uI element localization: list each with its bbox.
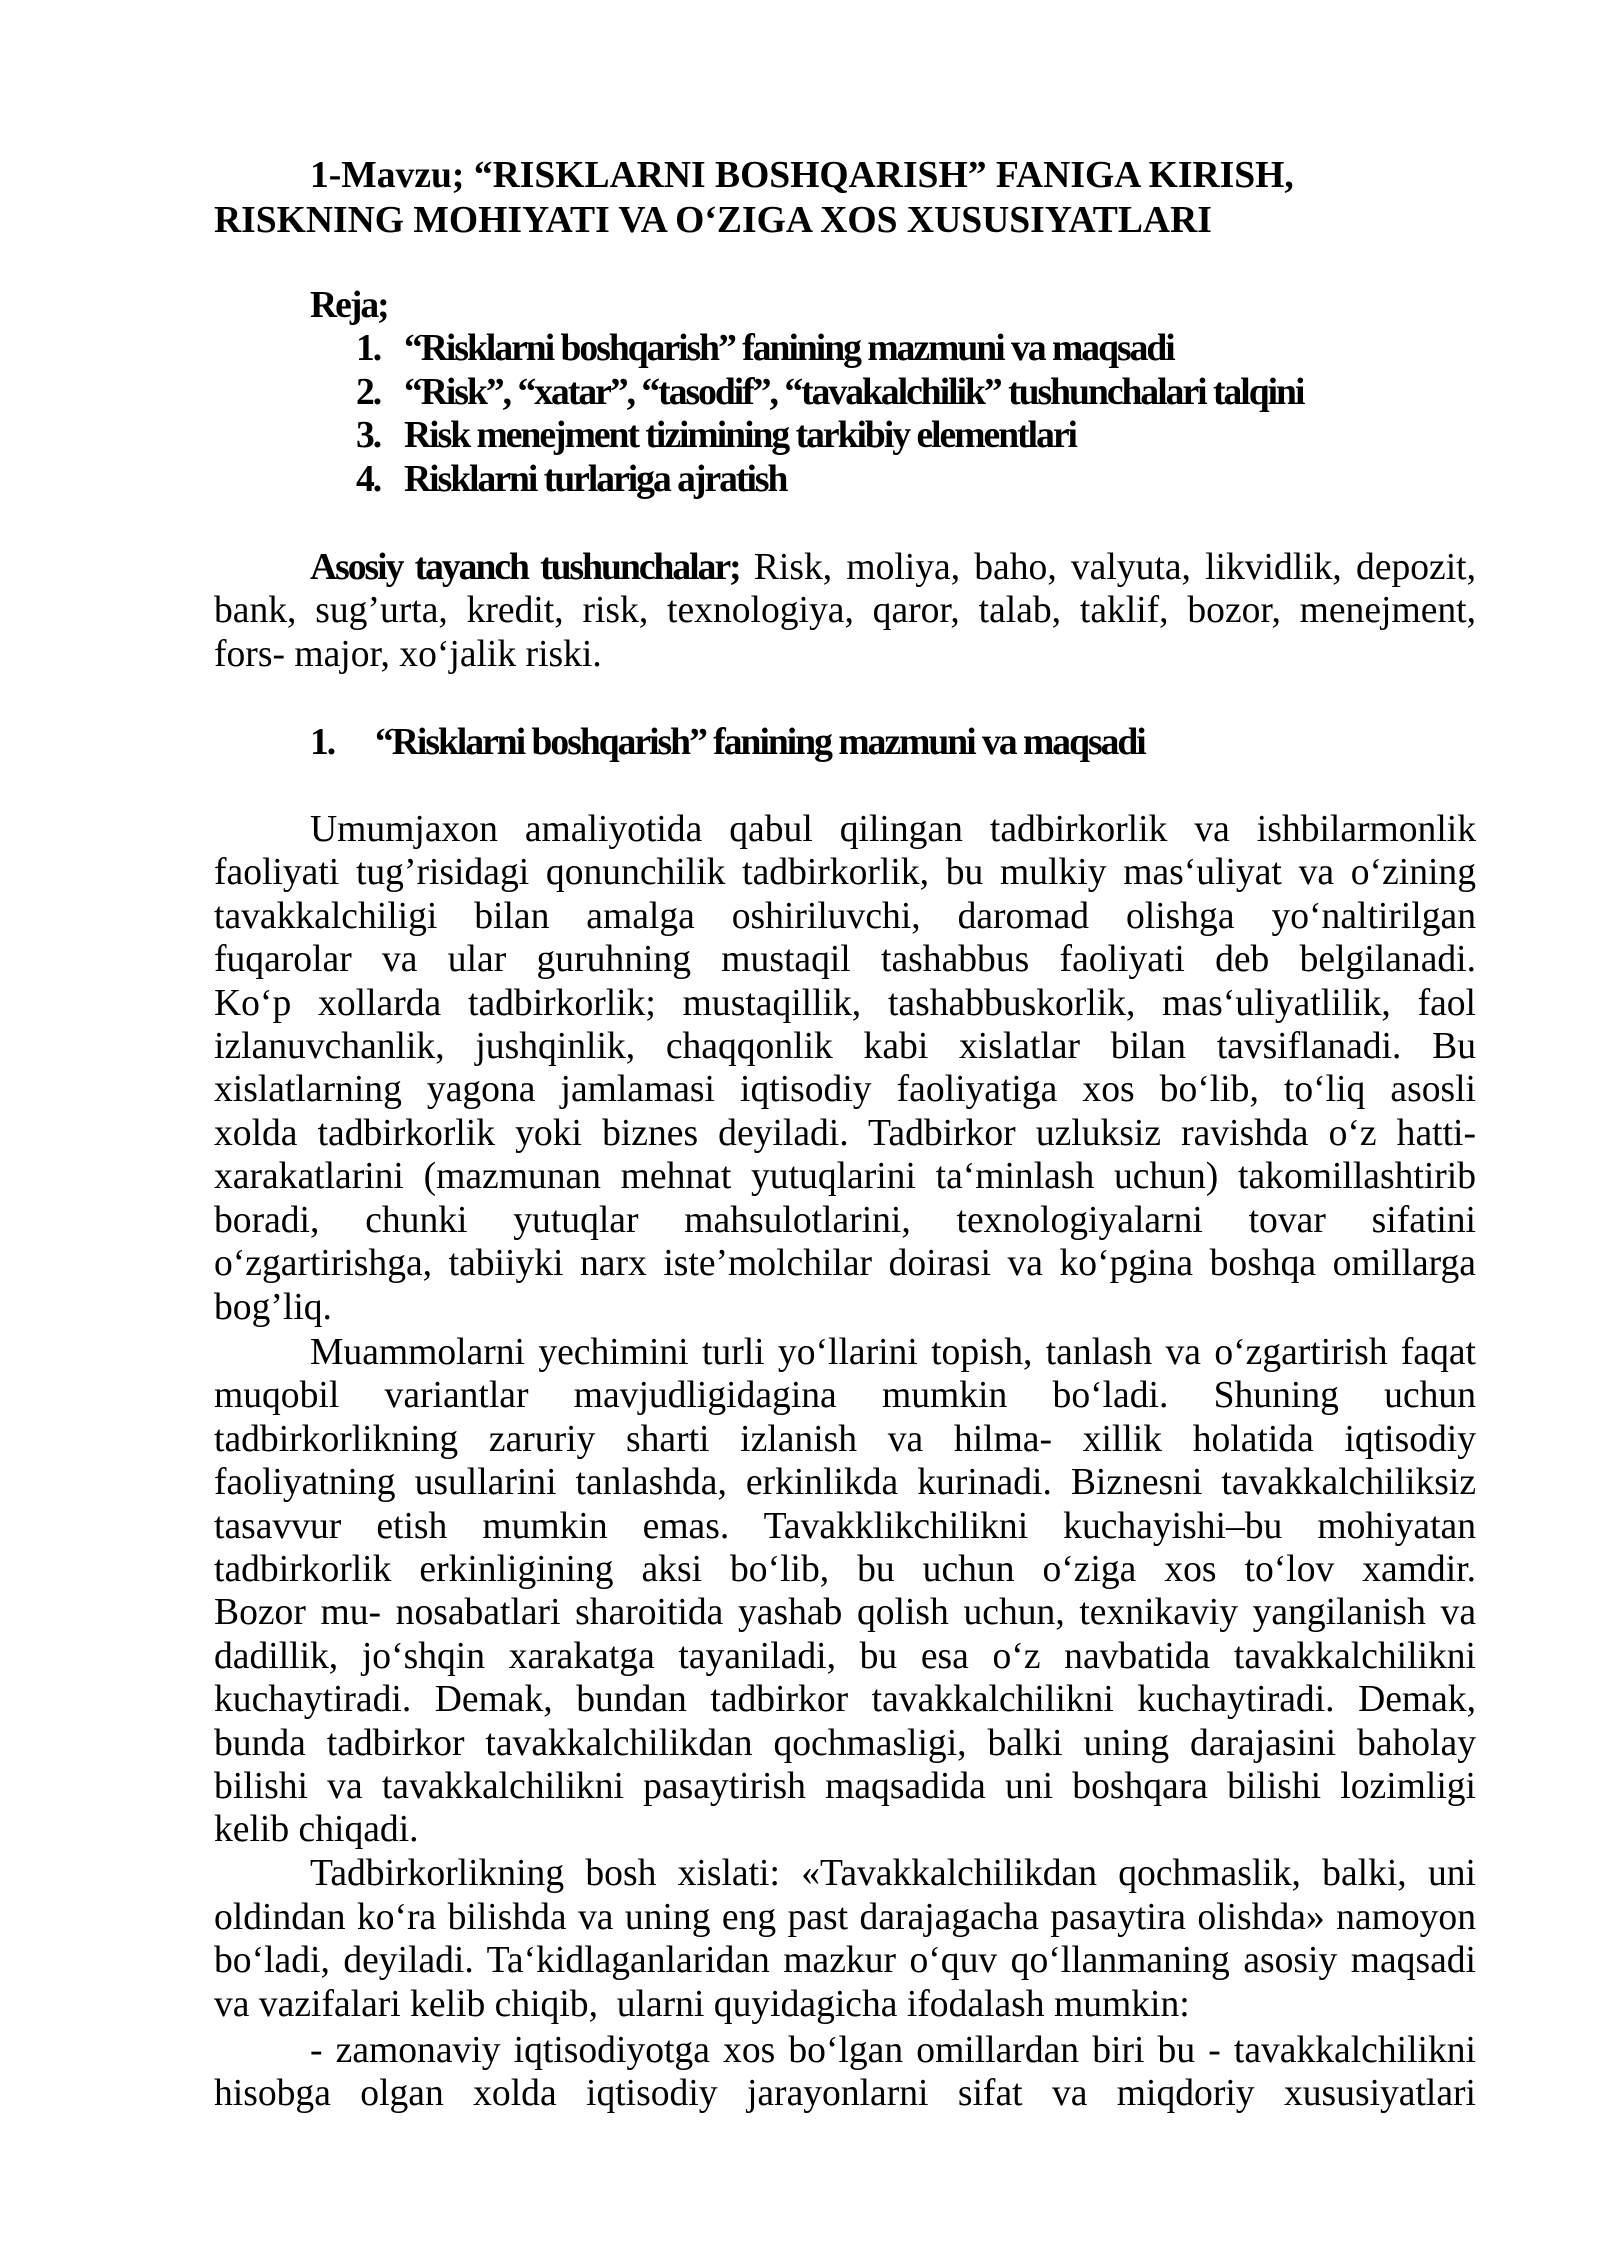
text-line: oldindan ko‘ra bilishda va uning eng past darajagacha pasaytira olishda» namoyon [214, 1896, 1476, 1938]
key-terms-label: Asosiy tayanch tushunchalar; [310, 547, 740, 589]
text-line: boradi, chunki yutuqlar mahsulotlarini, texnologiyalarni tovar sifatini [214, 1199, 1476, 1241]
text-line: Tadbirkorlikning bosh xislati: «Tavakkalchilikdan qochmaslik, balki, uni [310, 1853, 1476, 1895]
plan-item [214, 414, 1476, 457]
plan-item-number: 1. [356, 328, 381, 370]
text-line: fors- major, xo‘jalik riski. [214, 633, 602, 675]
title-line: 1-Mavzu; “RISKLARNI BOSHQARISH” FANIGA KIRISH, [310, 155, 1294, 196]
body-paragraph [214, 2029, 1476, 2116]
document-title [214, 153, 1476, 243]
text-line: faoliyati tug’risidagi qonunchilik tadbirkorlik, bu mulkiy mas‘uliyat va o‘zining [214, 852, 1476, 894]
text-line: tavakkalchiligi bilan amalga oshiriluvchi, daromad olishga yo‘naltirilgan [214, 895, 1476, 937]
body-paragraph [214, 808, 1476, 1329]
plan-item-number: 2. [356, 371, 381, 413]
text-line [214, 546, 1476, 589]
text-line: - zamonaviy iqtisodiyotga xos bo‘lgan omillardan biri bu - tavakkalchilikni [310, 2029, 1476, 2071]
text-line: xarakatlarini (mazmunan mehnat yutuqlarini ta‘minlash uchun) takomillashtirib [214, 1156, 1476, 1198]
text-line: bog’liq. [214, 1286, 332, 1328]
text-line: tadbirkorlik erkinligining aksi bo‘lib, bu uchun o‘ziga xos to‘lov xamdir. [214, 1548, 1476, 1590]
body-paragraph [214, 1852, 1476, 2026]
text-line: kelib chiqadi. [214, 1809, 419, 1851]
plan-item [214, 458, 1476, 501]
text-line: muqobil variantlar mavjudligidagina mumkin bo‘ladi. Shuning uchun [214, 1375, 1476, 1417]
text-line: fuqarolar va ular guruhning mustaqil tashabbus faoliyati deb belgilanadi. [214, 939, 1476, 981]
key-terms-text: Risk, moliya, baho, valyuta, likvidlik, depozit, [753, 547, 1477, 589]
document-body [214, 153, 1476, 2116]
text-line: Umumjaxon amaliyotida qabul qilingan tadbirkorlik va ishbilarmonlik [310, 809, 1476, 851]
plan-item-text: Risklarni turlariga ajratish [404, 458, 787, 500]
text-line: izlanuvchanlik, jushqinlik, chaqqonlik kabi xislatlar bilan tavsiflanadi. Bu [214, 1026, 1476, 1068]
text-line: Muammolarni yechimini turli yo‘llarini topish, tanlash va o‘zgartirish faqat [310, 1331, 1476, 1373]
text-line: faoliyatning usullarini tanlashda, erkinlikda kurinadi. Biznesni tavakkalchiliksiz [214, 1462, 1476, 1504]
section-heading [214, 721, 1476, 764]
plan-item-text: “Risklarni boshqarish” fanining mazmuni va maqsadi [404, 328, 1174, 370]
plan-item-text: “Risk”, “xatar”, “tasodif”, “tavakalchilik” tushunchalari talqini [404, 371, 1304, 413]
plan-section [214, 284, 1476, 501]
text-line: dadillik, jo‘shqin xarakatga tayaniladi, bu esa o‘z navbatida tavakkalchilikni [214, 1635, 1476, 1677]
plan-item [214, 327, 1476, 370]
text-line: bank, sug’urta, kredit, risk, texnologiya, qaror, talab, taklif, bozor, menejment, [214, 590, 1476, 632]
text-line: bo‘ladi, deyiladi. Ta‘kidlaganlaridan mazkur o‘quv qo‘llanmaning asosiy maqsadi [214, 1940, 1476, 1982]
text-line: tasavvur etish mumkin emas. Tavakklikchilikni kuchayishi–bu mohiyatan [214, 1505, 1476, 1547]
plan-item-number: 3. [356, 415, 381, 457]
body-paragraph [214, 1331, 1476, 1852]
key-terms-paragraph [214, 546, 1476, 676]
text-line: hisobga olgan xolda iqtisodiy jarayonlarni sifat va miqdoriy xususiyatlari [214, 2073, 1476, 2115]
section-title: “Risklarni boshqarish” fanining mazmuni va maqsadi [375, 722, 1145, 764]
plan-item [214, 371, 1476, 414]
text-line: va vazifalari kelib chiqib, ularni quyidagicha ifodalash mumkin: [214, 1983, 1190, 2025]
text-line: bilishi va tavakkalchilikni pasaytirish maqsadida uni boshqara bilishi lozimligi [214, 1765, 1476, 1807]
text-line: tadbirkorlikning zaruriy sharti izlanish va hilma- xillik holatida iqtisodiy [214, 1418, 1476, 1460]
title-line: RISKNING MOHIYATI VA O‘ZIGA XOS XUSUSIYATLARI [214, 200, 1212, 241]
text-line: bunda tadbirkor tavakkalchilikdan qochmasligi, balki uning darajasini baholay [214, 1722, 1476, 1764]
section-number: 1. [310, 722, 335, 764]
text-line: xislatlarning yagona jamlamasi iqtisodiy faoliyatiga xos bo‘lib, to‘liq asosli [214, 1069, 1476, 1111]
text-line: kuchaytiradi. Demak, bundan tadbirkor tavakkalchilikni kuchaytiradi. Demak, [214, 1679, 1476, 1721]
text-line: o‘zgartirishga, tabiiyki narx iste’molchilar doirasi va ko‘pgina boshqa omillarga [214, 1243, 1476, 1285]
plan-label: Reja; [310, 285, 388, 326]
plan-item-number: 4. [356, 458, 381, 500]
text-line: Bozor mu- nosabatlari sharoitida yashab qolish uchun, texnikaviy yangilanish va [214, 1592, 1476, 1634]
text-line: xolda tadbirkorlik yoki biznes deyiladi. Tadbirkor uzluksiz ravishda o‘z hatti- [214, 1112, 1476, 1154]
text-line: Ko‘p xollarda tadbirkorlik; mustaqillik, tashabbuskorlik, mas‘uliyatlilik, faol [214, 982, 1476, 1024]
plan-item-text: Risk menejment tizimining tarkibiy elementlari [404, 415, 1076, 457]
